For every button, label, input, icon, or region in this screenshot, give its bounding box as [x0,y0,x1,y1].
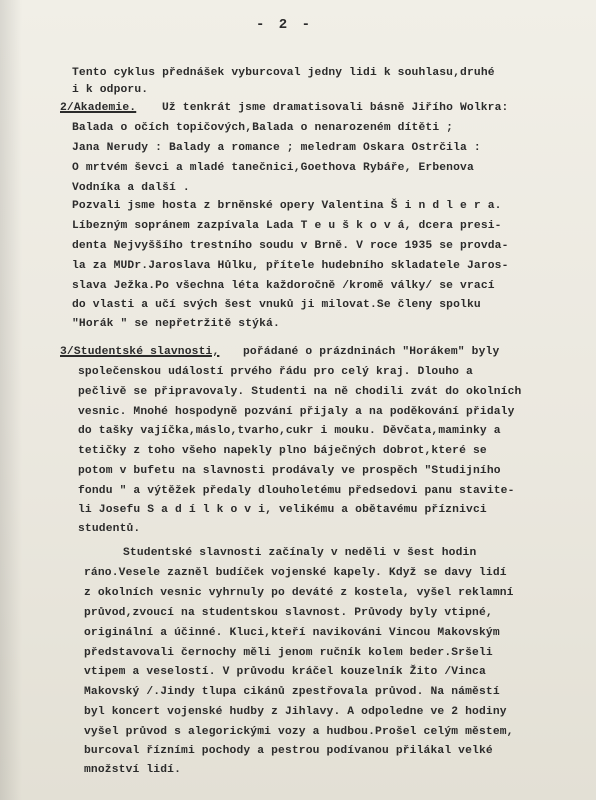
text-line: Líbezným sopránem zazpívala Lada T e u š k o v á, dcera presi- [72,220,502,232]
page-number: - 2 - [256,17,314,33]
text-line: Tento cyklus přednášek vyburcoval jedny lidi k souhlasu,druhé [72,67,495,79]
text-line: Pozvali jsme hosta z brněnské opery Valentina Š i n d l e r a. [72,200,502,212]
text-line: pořádané o prázdninách "Horákem" byly [243,346,500,358]
text-line: Už tenkrát jsme dramatisovali básně Jiřího Wolkra: [162,102,509,114]
text-line: "Horák " se nepřetržitě stýká. [72,318,280,330]
text-line: vyšel průvod s alegorickými vozy a hudbou.Prošel celým městem, [84,726,514,738]
text-line: potom v bufetu na slavnosti prodávaly ve prospěch "Studijního [78,465,501,477]
text-line: la za MUDr.Jaroslava Hůlku, přítele hudebního skladatele Jaros- [72,260,509,272]
text-line: vesnic. Mnohé hospodyně pozvání přijaly a na poděkování přidaly [78,406,515,418]
text-line: i k odporu. [72,84,149,96]
text-line: vtipem a veselostí. V průvodu kráčel kouzelník Žito /Vinca [84,666,486,678]
text-line: Jana Nerudy : Balady a romance ; meledram Oskara Ostrčila : [72,142,481,154]
text-line: průvod,zvoucí na studentskou slavnost. Průvody byly vtipné, [84,607,493,619]
text-line: do vlasti a učí svých šest vnuků ji milovat.Se členy spolku [72,299,481,311]
text-line: tetičky z toho všeho napekly plno báječných dobrot,které se [78,445,487,457]
text-line: byl koncert vojenské hudby z Jihlavy. A odpoledne ve 2 hodiny [84,706,507,718]
heading-student-festivals: 3/Studentské slavnosti, [60,346,220,358]
text-line: Studentské slavnosti začínaly v neděli v šest hodin [123,547,477,559]
text-line: z okolních vesnic vyhrnuly po deváté z kostela, vyšel reklamní [84,587,514,599]
text-line: fondu " a výtěžek předaly dlouholetému předsedovi panu stavite- [78,485,515,497]
text-line: společenskou událostí prvého řádu pro celý kraj. Dlouho a [78,366,473,378]
text-line: Vodníka a další . [72,182,190,194]
text-line: Makovský /.Jindy tlupa cikánů zpestřovala průvod. Na náměstí [84,686,500,698]
text-line: ráno.Vesele zazněl budíček vojenské kapely. Když se davy lidí [84,567,507,579]
text-line: Balada o očích topičových,Balada o nenarozeném dítěti ; [72,122,454,134]
text-line: pečlivě se připravovaly. Studenti na ně chodili zvát do okolních [78,386,522,398]
text-line: li Josefu S a d í l k o v i, velikému a obětavému příznivci [78,504,487,516]
heading-academy: 2/Akademie. [60,102,137,114]
text-line: originální a účinné. Kluci,kteří navikováni Vincou Makovským [84,627,500,639]
text-line: studentů. [78,523,141,535]
text-line: slava Ježka.Po všechna léta každoročně /kromě války/ se vrací [72,280,495,292]
text-line: O mrtvém ševci a mladé tanečnici,Goethova Rybáře, Erbenova [72,162,474,174]
text-line: burcoval řízními pochody a pestrou podívanou přilákal velké [84,745,493,757]
text-line: denta Nejvyššího trestního soudu v Brně. V roce 1935 se provda- [72,240,509,252]
text-line: množství lidí. [84,764,182,776]
text-line: představovali černochy měli jenom ručník kolem beder.Sršeli [84,647,493,659]
text-line: do tašky vajíčka,máslo,tvarho,cukr i mouku. Děvčata,maminky a [78,425,501,437]
